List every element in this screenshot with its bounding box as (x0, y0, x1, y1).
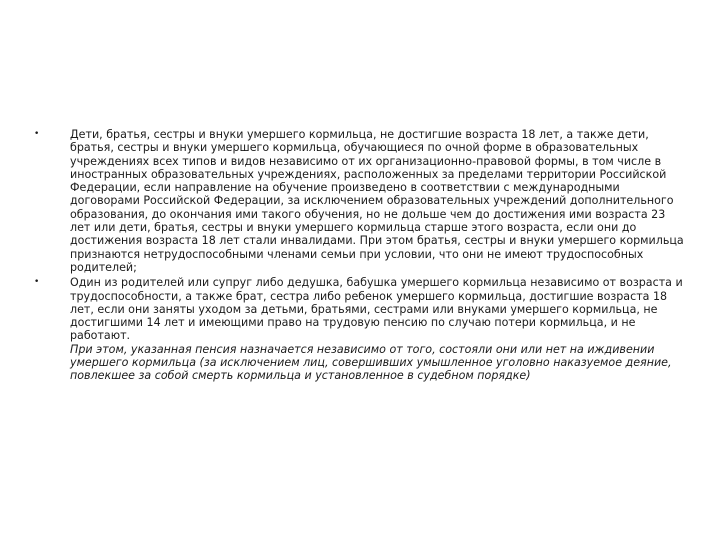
bullet-icon: • (34, 129, 40, 139)
bullet-list (34, 128, 684, 383)
list-item-note: При этом, указанная пенсия назначается независимо от того, состояли они или нет на иждивении умершего кормильца (за исключением лиц, совершивших умышленное уголовно наказуемое деяние, повлекшее за собой смерть кормильца и установленное в судебном порядке) (70, 342, 672, 383)
list-item (34, 276, 684, 382)
list-item-text: Один из родителей или супруг либо дедушка, бабушка умершего кормильца независимо от возраста и трудоспособности, а также брат, сестра либо ребенок умершего кормильца, достигшие возраста 18 лет, если они заняты уходом за детьми, братьями, сестрами или внуками умершего кормильца, не достигшими 14 лет и имеющими право на трудовую пенсию по случаю потери кормильца, и не работают. (70, 276, 683, 343)
list-item-text: Дети, братья, сестры и внуки умершего кормильца, не достигшие возраста 18 лет, а также дети, братья, сестры и внуки умершего кормильца, обучающиеся по очной форме в образовательных учреждениях всех типов и видов независимо от их организационно-правовой формы, в том числе в иностранных образовательных учреждениях, расположенных за пределами территории Российской Федерации, если направление на обучение произведено в соответствии с международными договорами Российской Федерации, за исключением образовательных учреждений дополнительного образования, до окончания ими такого обучения, но не дольше чем до достижения ими возраста 23 лет или дети, братья, сестры и внуки умершего кормильца старше этого возраста, если они до достижения возраста 18 лет стали инвалидами. При этом братья, сестры и внуки умершего кормильца признаются нетрудоспособными членами семьи при условии, что они не имеют трудоспособных родителей; (70, 128, 684, 274)
list-item (34, 128, 684, 274)
bullet-icon: • (34, 277, 40, 288)
